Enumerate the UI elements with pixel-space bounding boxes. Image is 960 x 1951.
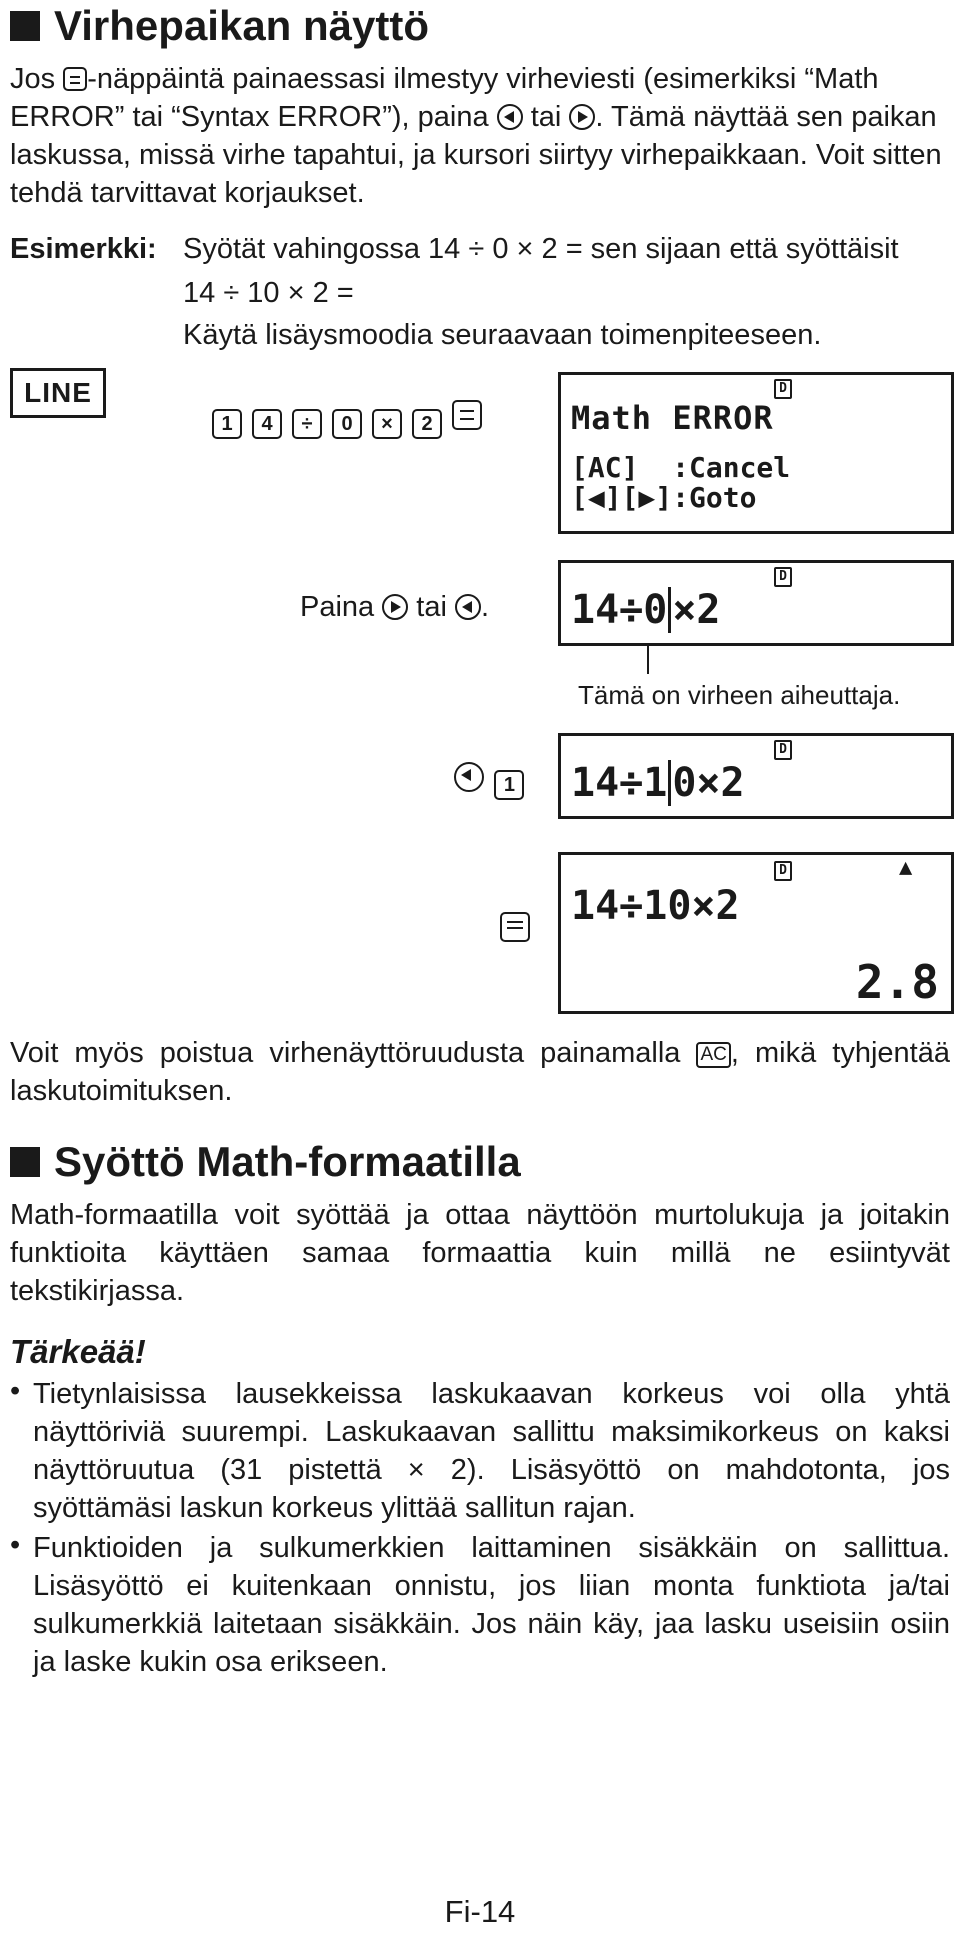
screen-result: 2.8: [855, 955, 939, 1009]
example-line-3: Käytä lisäysmoodia seuraavaan toimenpiteeseen.: [183, 319, 822, 351]
right-arrow-key-icon: [569, 104, 595, 130]
bullet-item-1: Tietynlaisissa lausekkeissa laskukaavan korkeus voi olla yhtä näyttöriviä suurempi. Laskukaavan sallittu maksimikorkeus on kaksi näyttöruutua (31 pistettä × 2). Lisäsyöttö on mahdotonta, jos syöttämäsi laskun korkeus ylittää sallitun rajan.: [33, 1378, 950, 1524]
degree-indicator: D: [774, 379, 792, 399]
equals-key-icon: [500, 912, 530, 942]
calculator-screen-result: [558, 852, 954, 1014]
step-insert: [454, 762, 524, 800]
step-equals: [500, 912, 530, 944]
screen-line-3: [◀][▶]:Goto: [571, 481, 757, 514]
scroll-up-indicator: ▲: [899, 855, 913, 880]
key-multiply: ×: [372, 409, 402, 439]
key-2: 2: [412, 409, 442, 439]
important-label: Tärkeää!: [10, 1333, 146, 1370]
screen-line-2: [AC] :Cancel: [571, 451, 791, 484]
line-mode-badge: LINE: [10, 368, 106, 418]
section-heading: Virhepaikan näyttö: [10, 2, 429, 50]
calculator-screen-insert: [558, 733, 954, 819]
left-arrow-key-icon: [455, 594, 481, 620]
cursor: [668, 760, 671, 806]
equals-key-icon: [452, 400, 482, 430]
example-label: Esimerkki:: [10, 233, 157, 265]
calculator-screen-error: [558, 372, 954, 534]
degree-indicator: D: [774, 740, 792, 760]
key-1: 1: [212, 409, 242, 439]
screen-expression: 14÷1 0×2: [571, 760, 745, 806]
degree-indicator: D: [774, 861, 792, 881]
bullet-icon: •: [10, 1375, 21, 1407]
key-sequence: [212, 400, 492, 439]
heading-square-icon: [10, 11, 40, 41]
key-4: 4: [252, 409, 282, 439]
screen-line-1: Math ERROR: [571, 399, 774, 437]
calculator-screen-cursor: [558, 560, 954, 646]
right-arrow-key-icon: [382, 594, 408, 620]
example-line-2: 14 ÷ 10 × 2 =: [183, 277, 354, 309]
pointer-line: [647, 646, 649, 674]
ac-key-icon: AC: [696, 1042, 730, 1068]
exit-paragraph: Voit myös poistua virhenäyttöruudusta painamalla AC , mikä tyhjentää laskutoimituksen.: [10, 1037, 950, 1107]
section-heading: Syöttö Math-formaatilla: [10, 1138, 521, 1186]
page-number: Fi-14: [444, 1894, 516, 1929]
example-line-1: Syötät vahingossa 14 ÷ 0 × 2 = sen sijaan että syöttäisit: [183, 233, 899, 265]
screen-expression: 14÷10×2: [571, 883, 740, 929]
heading-square-icon: [10, 1147, 40, 1177]
cursor: [668, 587, 671, 633]
error-cause-caption: Tämä on virheen aiheuttaja.: [578, 680, 901, 710]
equals-key-icon: [63, 67, 87, 91]
left-arrow-key-icon: [454, 762, 484, 792]
screen-expression: 14÷0 ×2: [571, 587, 721, 633]
math-format-paragraph: Math-formaatilla voit syöttää ja ottaa näyttöön murtolukuja ja joitakin funktioita käyttäen samaa formaattia kuin millä ne esiintyvät tekstikirjassa.: [10, 1199, 950, 1307]
degree-indicator: D: [774, 567, 792, 587]
key-divide: ÷: [292, 409, 322, 439]
key-1: 1: [494, 770, 524, 800]
left-arrow-key-icon: [497, 104, 523, 130]
bullet-icon: •: [10, 1529, 21, 1561]
key-0: 0: [332, 409, 362, 439]
bullet-item-2: Funktioiden ja sulkumerkkien laittaminen sisäkkäin on sallittua. Lisäsyöttö ei kuitenkaan onnistu, jos liian monta funktiota ja/tai sulkumerkkiä laitetaan sisäkkäin. Jos näin käy, jaa lasku useisiin osiin ja laske kukin osa erikseen.: [33, 1532, 950, 1678]
intro-paragraph: Jos -näppäintä painaessasi ilmestyy virheviesti (esimerkiksi “Math ERROR” tai “Syntax ERROR”), paina tai . Tämä näyttää sen paikan laskussa, missä virhe tapahtui, ja kursori siirtyy virhepaikkaan. Voit sitten tehdä tarvittavat korjaukset.: [10, 63, 942, 209]
step-press-arrow: Paina tai .: [300, 591, 490, 623]
